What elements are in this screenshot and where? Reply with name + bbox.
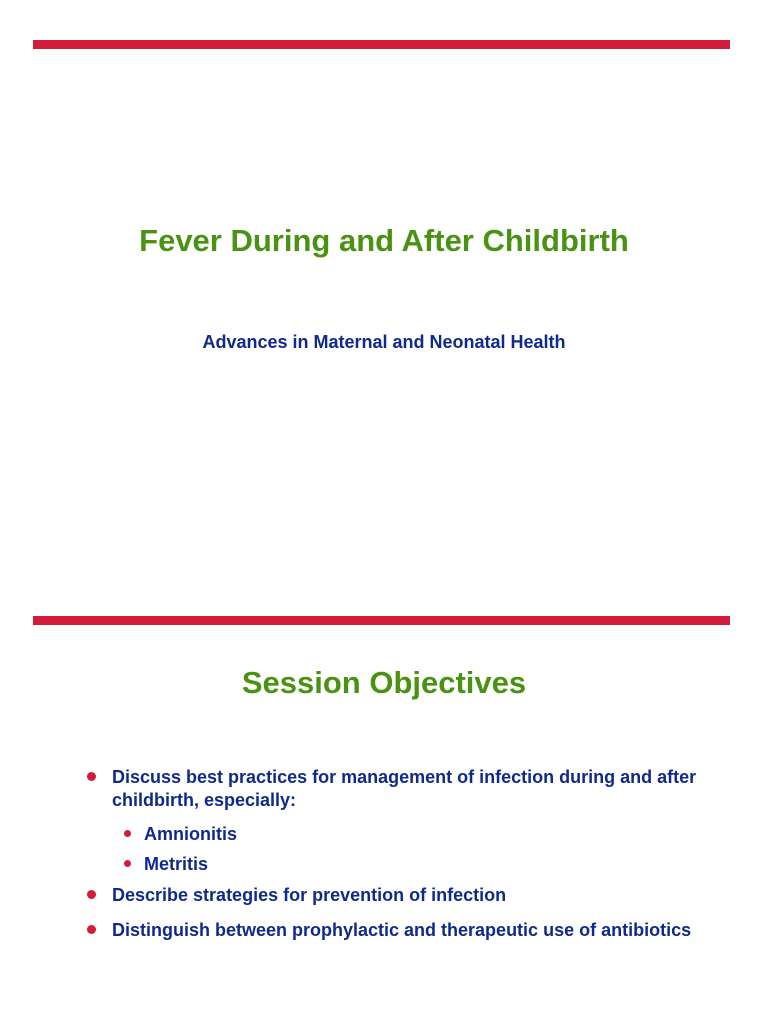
objectives-heading: Session Objectives (241, 665, 527, 700)
objective-text: Discuss best practices for management of infection during and after childbirth, especially: (112, 767, 697, 810)
objective-subitem (144, 853, 744, 876)
objective-item (112, 766, 712, 812)
objective-text: Describe strategies for prevention of infection (112, 885, 507, 905)
objective-item (112, 919, 712, 942)
objective-text: Metritis (144, 854, 209, 874)
section-divider-rule (33, 616, 730, 625)
slide-subtitle: Advances in Maternal and Neonatal Health (202, 332, 566, 352)
objective-text: Amnionitis (144, 824, 237, 844)
slide-title: Fever During and After Childbirth (139, 223, 629, 258)
objective-text: Distinguish between prophylactic and therapeutic use of antibiotics (112, 920, 692, 940)
bullet-icon (124, 860, 131, 867)
bullet-icon (87, 772, 96, 781)
bullet-icon (124, 830, 131, 837)
objective-subitem (144, 823, 744, 846)
top-divider-rule (33, 40, 730, 49)
bullet-icon (87, 925, 96, 934)
bullet-icon (87, 890, 96, 899)
objective-item (112, 884, 712, 907)
